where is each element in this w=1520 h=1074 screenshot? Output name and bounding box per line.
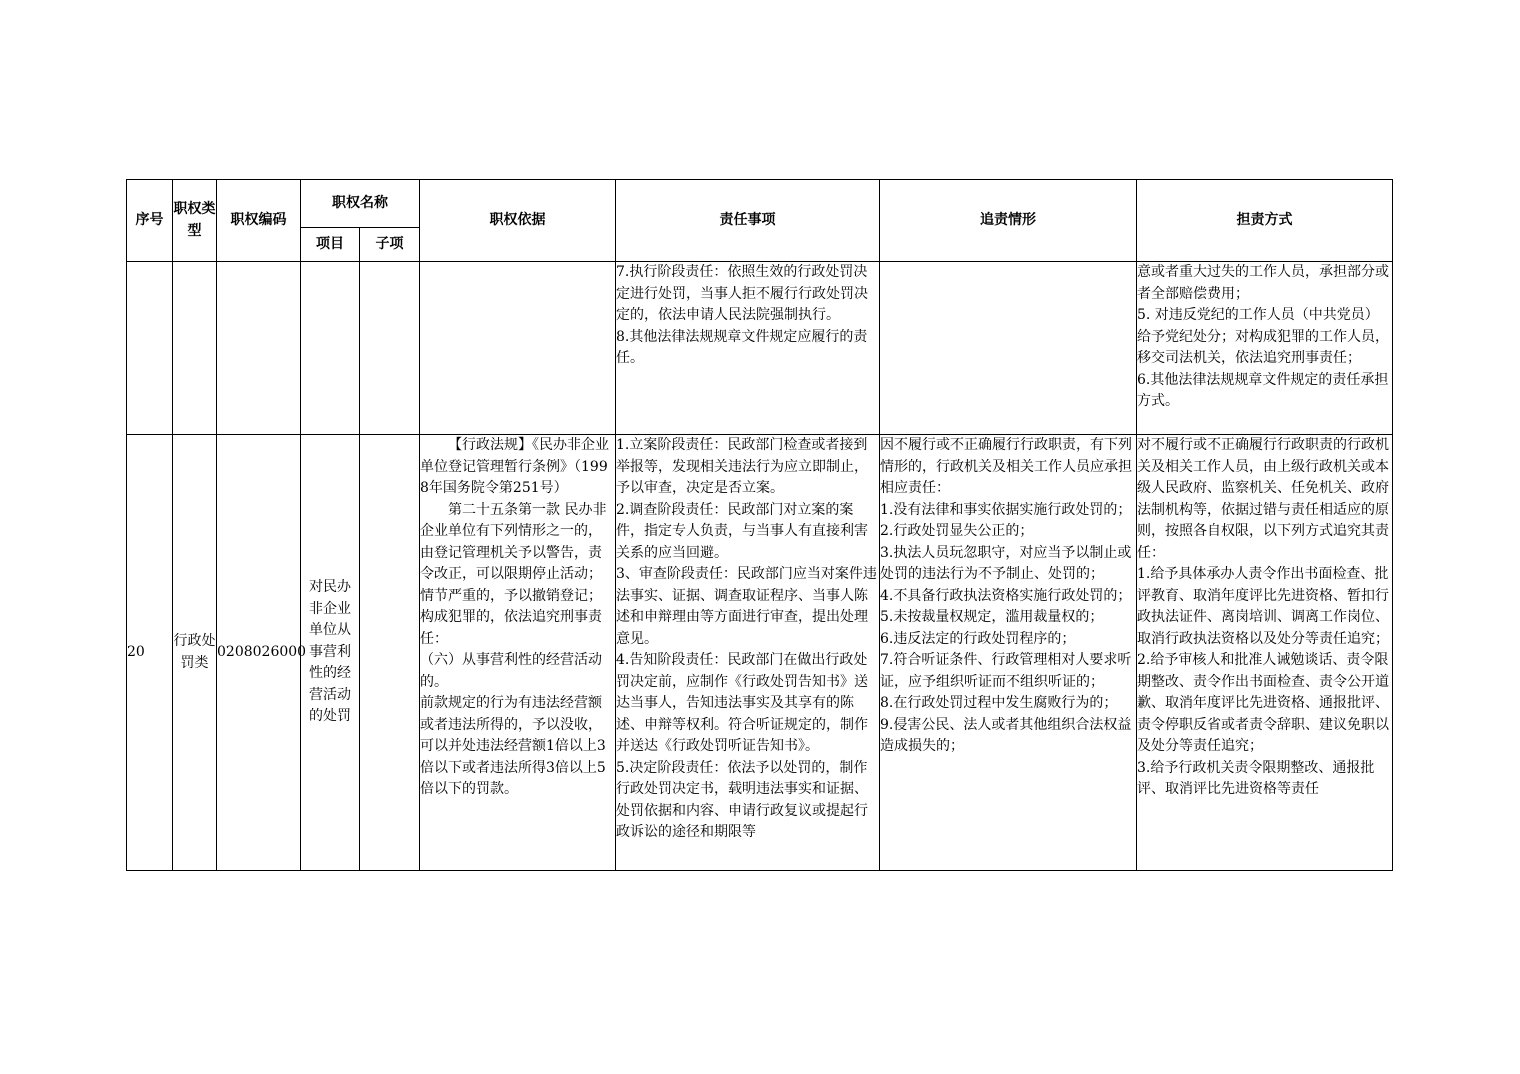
responsibility-line: 8.其他法律法规规章文件规定应履行的责任。 (616, 328, 868, 366)
accountability-line: 5.未按裁量权规定，滥用裁量权的； (880, 609, 1104, 625)
cell-seq: 20 (127, 435, 173, 871)
cell-type (173, 262, 217, 435)
responsibility-line: 1.立案阶段责任：民政部门检查或者接到举报等，发现相关违法行为应立即制止，予以审查，决定是否立案。 (616, 437, 868, 496)
header-code: 职权编码 (217, 180, 301, 262)
liability-line: 意或者重大过失的工作人员，承担部分或者全部赔偿费用； (1137, 264, 1389, 302)
cell-item: 对民办非企业单位从事营利性的经营活动的处罚 (301, 435, 360, 871)
responsibility-line: 3、审查阶段责任：民政部门应当对案件违法事实、证据、调查取证程序、当事人陈述和申辩理由等方面进行审查，提出处理意见。 (616, 566, 877, 647)
header-responsibility: 责任事项 (616, 180, 880, 262)
basis-clause: （六）从事营利性的经营活动的。 (420, 652, 602, 690)
cell-accountability (880, 435, 1137, 871)
liability-line: 1.给予具体承办人责令作出书面检查、批评教育、取消年度评比先进资格、暂扣行政执法证件、离岗培训、调离工作岗位、取消行政执法资格以及处分等责任追究； (1137, 566, 1389, 647)
liability-line: 5. 对违反党纪的工作人员（中共党员）给予党纪处分；对构成犯罪的工作人员，移交司法机关，依法追究刑事责任； (1137, 307, 1389, 366)
cell-subitem (360, 435, 420, 871)
accountability-line: 4.不具备行政执法资格实施行政处罚的； (880, 587, 1132, 604)
responsibility-line: 4.告知阶段责任：民政部门在做出行政处罚决定前，应制作《行政处罚告知书》送达当事人，告知违法事实及其享有的陈述、申辩等权利。符合听证规定的，制作并送达《行政处罚听证告知书》。 (616, 652, 868, 754)
accountability-line: 3.执法人员玩忽职守，对应当予以制止或处罚的违法行为不予制止、处罚的； (880, 544, 1132, 582)
basis-regulation: 【行政法规】《民办非企业单位登记管理暂行条例》（1998年国务院令第251号） (420, 437, 609, 496)
liability-line: 2.给予审核人和批准人诫勉谈话、责令限期整改、责令作出书面检查、责令公开道歉、取消年度评比先进资格、通报批评、责令停职反省或者责令辞职、建议免职以及处分等责任追究； (1137, 652, 1389, 754)
header-subitem: 子项 (360, 228, 420, 262)
cell-liability (1137, 435, 1393, 871)
header-name: 职权名称 (301, 180, 420, 228)
cell-liability (1137, 262, 1393, 435)
accountability-line: 8.在行政处罚过程中发生腐败行为的； (880, 695, 1118, 711)
cell-code: 0208026000 (217, 435, 301, 871)
header-seq: 序号 (127, 180, 173, 262)
responsibility-line: 7.执行阶段责任：依照生效的行政处罚决定进行处罚，当事人拒不履行行政处罚决定的，依法申请人民法院强制执行。 (616, 264, 868, 323)
cell-responsibility (616, 435, 880, 871)
accountability-line: 6.违反法定的行政处罚程序的； (880, 630, 1076, 647)
cell-code (217, 262, 301, 435)
header-type: 职权类型 (173, 180, 217, 262)
cell-subitem (360, 262, 420, 435)
cell-item (301, 262, 360, 435)
accountability-line: 2.行政处罚显失公正的； (880, 523, 1034, 539)
header-basis: 职权依据 (420, 180, 616, 262)
liability-line: 3.给予行政机关责令限期整改、通报批评、取消评比先进资格等责任 (1137, 759, 1375, 797)
cell-basis (420, 262, 616, 435)
cell-basis (420, 435, 616, 871)
header-row (127, 180, 1393, 228)
power-list-table (126, 179, 1393, 871)
basis-penalty: 前款规定的行为有违法经营额或者违法所得的，予以没收，可以并处违法经营额1倍以上3倍以下或者违法所得3倍以上5倍以下的罚款。 (420, 695, 606, 797)
table-row-20 (127, 435, 1393, 871)
table-row-continued (127, 262, 1393, 435)
header-liability: 担责方式 (1137, 180, 1393, 262)
accountability-line: 1.没有法律和事实依据实施行政处罚的； (880, 501, 1132, 518)
accountability-line: 9.侵害公民、法人或者其他组织合法权益造成损失的； (880, 716, 1132, 754)
responsibility-line: 2.调查阶段责任：民政部门对立案的案件，指定专人负责，与当事人有直接利害关系的应当回避。 (616, 501, 868, 561)
cell-seq (127, 262, 173, 435)
accountability-line: 因不履行或不正确履行行政职责，有下列情形的，行政机关及相关工作人员应承担相应责任： (880, 437, 1132, 496)
liability-line: 对不履行或不正确履行行政职责的行政机关及相关工作人员，由上级行政机关或本级人民政府、监察机关、任免机关、政府法制机构等，依据过错与责任相适应的原则，按照各自权限，以下列方式追究其责任： (1137, 437, 1389, 561)
cell-type: 行政处罚类 (173, 435, 217, 871)
header-item: 项目 (301, 228, 360, 262)
cell-accountability (880, 262, 1137, 435)
cell-responsibility (616, 262, 880, 435)
basis-article: 第二十五条第一款 民办非企业单位有下列情形之一的，由登记管理机关予以警告，责令改正，可以限期停止活动；情节严重的，予以撤销登记；构成犯罪的，依法追究刑事责任： (420, 501, 607, 647)
accountability-line: 7.符合听证条件、行政管理相对人要求听证，应予组织听证而不组织听证的； (880, 652, 1132, 690)
header-accountability: 追责情形 (880, 180, 1137, 262)
liability-line: 6.其他法律法规规章文件规定的责任承担方式。 (1137, 371, 1389, 409)
responsibility-line: 5.决定阶段责任：依法予以处罚的，制作行政处罚决定书，载明违法事实和证据、处罚依据和内容、申请行政复议或提起行政诉讼的途径和期限等 (616, 759, 868, 840)
